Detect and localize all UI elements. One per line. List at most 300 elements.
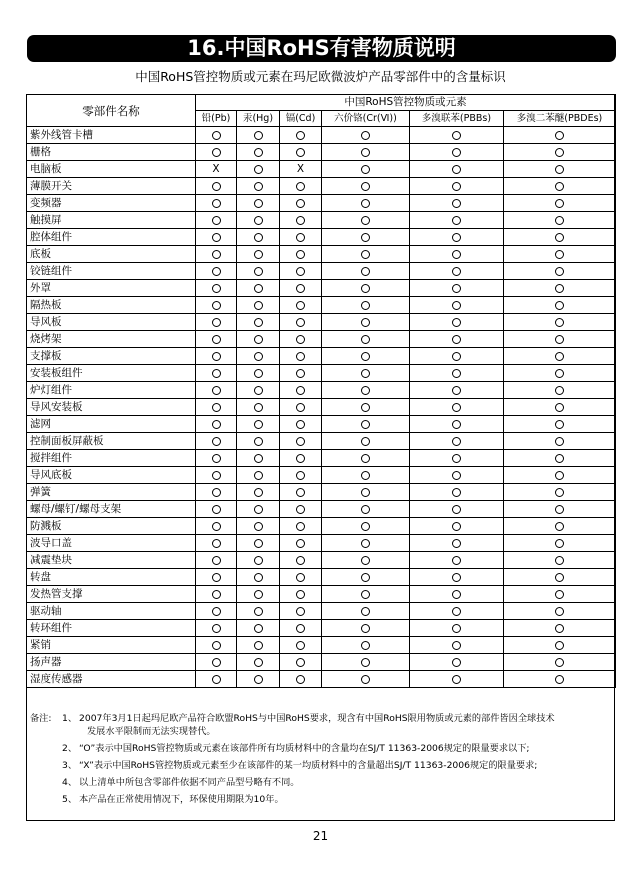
circle-mark-icon bbox=[296, 148, 305, 157]
notes-lead: 备注: bbox=[30, 713, 52, 724]
mark-cell bbox=[196, 586, 237, 603]
circle-mark-icon bbox=[212, 233, 221, 242]
mark-cell bbox=[280, 484, 322, 501]
mark-cell bbox=[196, 518, 237, 535]
circle-mark-icon bbox=[555, 250, 564, 259]
mark-cell bbox=[280, 314, 322, 331]
circle-mark-icon bbox=[296, 624, 305, 633]
table-row bbox=[27, 314, 616, 331]
part-name-cell: 波导口盖 bbox=[27, 535, 196, 552]
mark-cell bbox=[504, 586, 616, 603]
mark-cell bbox=[322, 314, 410, 331]
circle-mark-icon bbox=[296, 488, 305, 497]
circle-mark-icon bbox=[254, 420, 263, 429]
part-name-cell: 变频器 bbox=[27, 195, 196, 212]
circle-mark-icon bbox=[452, 199, 461, 208]
circle-mark-icon bbox=[361, 199, 370, 208]
mark-cell bbox=[196, 331, 237, 348]
mark-cell bbox=[196, 195, 237, 212]
circle-mark-icon bbox=[296, 216, 305, 225]
note-text: “X”表示中国RoHS管控物质或元素至少在该部件的某一均质材料中的含量超出SJ/T 11363-2006规定的限量要求; bbox=[79, 760, 538, 771]
substance-header: 汞(Hg) bbox=[237, 111, 280, 127]
mark-cell bbox=[504, 518, 616, 535]
mark-cell bbox=[237, 637, 280, 654]
table-row bbox=[27, 484, 616, 501]
mark-cell bbox=[280, 637, 322, 654]
mark-cell bbox=[504, 246, 616, 263]
table-row bbox=[27, 637, 616, 654]
circle-mark-icon bbox=[212, 437, 221, 446]
table-row bbox=[27, 365, 616, 382]
circle-mark-icon bbox=[254, 641, 263, 650]
mark-cell bbox=[280, 467, 322, 484]
mark-cell bbox=[280, 212, 322, 229]
table-row bbox=[27, 450, 616, 467]
mark-cell bbox=[237, 382, 280, 399]
circle-mark-icon bbox=[212, 471, 221, 480]
mark-cell bbox=[410, 654, 504, 671]
mark-cell bbox=[322, 263, 410, 280]
mark-cell bbox=[504, 501, 616, 518]
part-name-cell: 搅拌组件 bbox=[27, 450, 196, 467]
mark-cell bbox=[237, 195, 280, 212]
circle-mark-icon bbox=[296, 675, 305, 684]
circle-mark-icon bbox=[254, 590, 263, 599]
mark-cell bbox=[410, 144, 504, 161]
circle-mark-icon bbox=[254, 488, 263, 497]
mark-cell bbox=[237, 586, 280, 603]
mark-cell bbox=[280, 246, 322, 263]
mark-cell bbox=[504, 382, 616, 399]
mark-cell bbox=[280, 586, 322, 603]
part-name-cell: 栅格 bbox=[27, 144, 196, 161]
part-name-cell: 外罩 bbox=[27, 280, 196, 297]
circle-mark-icon bbox=[452, 267, 461, 276]
note-number: 2、 bbox=[62, 743, 78, 754]
circle-mark-icon bbox=[296, 403, 305, 412]
circle-mark-icon bbox=[555, 369, 564, 378]
circle-mark-icon bbox=[296, 233, 305, 242]
circle-mark-icon bbox=[361, 403, 370, 412]
part-name-cell: 铰链组件 bbox=[27, 263, 196, 280]
mark-cell bbox=[504, 552, 616, 569]
part-name-cell: 隔热板 bbox=[27, 297, 196, 314]
mark-cell bbox=[322, 467, 410, 484]
mark-cell bbox=[237, 484, 280, 501]
table-row bbox=[27, 535, 616, 552]
circle-mark-icon bbox=[296, 556, 305, 565]
circle-mark-icon bbox=[296, 131, 305, 140]
x-mark: X bbox=[212, 163, 220, 175]
part-name-cell: 导风板 bbox=[27, 314, 196, 331]
circle-mark-icon bbox=[361, 216, 370, 225]
circle-mark-icon bbox=[555, 522, 564, 531]
mark-cell bbox=[322, 450, 410, 467]
mark-cell bbox=[280, 280, 322, 297]
part-name-cell: 防溅板 bbox=[27, 518, 196, 535]
mark-cell bbox=[410, 433, 504, 450]
circle-mark-icon bbox=[296, 420, 305, 429]
mark-cell bbox=[322, 399, 410, 416]
mark-cell bbox=[410, 297, 504, 314]
substance-header: 多溴联苯(PBBs) bbox=[410, 111, 504, 127]
mark-cell bbox=[410, 331, 504, 348]
mark-cell bbox=[410, 280, 504, 297]
mark-cell bbox=[322, 586, 410, 603]
part-name-cell: 安装板组件 bbox=[27, 365, 196, 382]
mark-cell bbox=[237, 433, 280, 450]
circle-mark-icon bbox=[361, 505, 370, 514]
circle-mark-icon bbox=[254, 454, 263, 463]
circle-mark-icon bbox=[254, 369, 263, 378]
circle-mark-icon bbox=[212, 369, 221, 378]
circle-mark-icon bbox=[452, 556, 461, 565]
part-name-cell: 转盘 bbox=[27, 569, 196, 586]
table-row bbox=[27, 127, 616, 144]
mark-cell bbox=[410, 263, 504, 280]
mark-cell bbox=[504, 297, 616, 314]
substance-header: 多溴二苯醚(PBDEs) bbox=[504, 111, 616, 127]
note-row-2 bbox=[26, 742, 615, 759]
part-name-cell: 转环组件 bbox=[27, 620, 196, 637]
mark-cell bbox=[196, 382, 237, 399]
circle-mark-icon bbox=[555, 590, 564, 599]
mark-cell bbox=[322, 229, 410, 246]
mark-cell bbox=[410, 348, 504, 365]
circle-mark-icon bbox=[361, 165, 370, 174]
circle-mark-icon bbox=[555, 182, 564, 191]
mark-cell bbox=[280, 144, 322, 161]
circle-mark-icon bbox=[296, 352, 305, 361]
mark-cell bbox=[410, 382, 504, 399]
mark-cell bbox=[280, 535, 322, 552]
table-row bbox=[27, 246, 616, 263]
part-name-cell: 支撑板 bbox=[27, 348, 196, 365]
circle-mark-icon bbox=[555, 216, 564, 225]
circle-mark-icon bbox=[555, 539, 564, 548]
mark-cell bbox=[504, 348, 616, 365]
mark-cell bbox=[410, 450, 504, 467]
circle-mark-icon bbox=[555, 658, 564, 667]
table-row bbox=[27, 399, 616, 416]
mark-cell bbox=[410, 484, 504, 501]
mark-cell bbox=[196, 467, 237, 484]
part-name-cell: 减震垫块 bbox=[27, 552, 196, 569]
mark-cell bbox=[196, 280, 237, 297]
mark-cell bbox=[196, 484, 237, 501]
circle-mark-icon bbox=[361, 318, 370, 327]
circle-mark-icon bbox=[361, 250, 370, 259]
circle-mark-icon bbox=[555, 233, 564, 242]
mark-cell bbox=[280, 365, 322, 382]
circle-mark-icon bbox=[452, 318, 461, 327]
circle-mark-icon bbox=[555, 318, 564, 327]
mark-cell bbox=[237, 671, 280, 688]
circle-mark-icon bbox=[254, 335, 263, 344]
mark-cell bbox=[280, 501, 322, 518]
mark-cell bbox=[280, 127, 322, 144]
circle-mark-icon bbox=[212, 352, 221, 361]
table-caption: 中国RoHS管控物质或元素在玛尼欧微波炉产品零部件中的含量标识 bbox=[135, 69, 506, 84]
circle-mark-icon bbox=[212, 335, 221, 344]
part-name-cell: 弹簧 bbox=[27, 484, 196, 501]
circle-mark-icon bbox=[254, 165, 263, 174]
circle-mark-icon bbox=[452, 607, 461, 616]
circle-mark-icon bbox=[296, 301, 305, 310]
circle-mark-icon bbox=[212, 386, 221, 395]
circle-mark-icon bbox=[254, 607, 263, 616]
mark-cell bbox=[504, 229, 616, 246]
mark-cell bbox=[237, 620, 280, 637]
note-continuation: 发展水平限制而无法实现替代。 bbox=[87, 726, 216, 737]
circle-mark-icon bbox=[212, 318, 221, 327]
table-row bbox=[27, 433, 616, 450]
mark-cell bbox=[196, 246, 237, 263]
mark-cell bbox=[237, 416, 280, 433]
mark-cell bbox=[196, 501, 237, 518]
circle-mark-icon bbox=[555, 165, 564, 174]
mark-cell bbox=[237, 603, 280, 620]
circle-mark-icon bbox=[296, 590, 305, 599]
circle-mark-icon bbox=[452, 335, 461, 344]
mark-cell bbox=[280, 450, 322, 467]
circle-mark-icon bbox=[254, 318, 263, 327]
circle-mark-icon bbox=[555, 199, 564, 208]
notes-section bbox=[26, 712, 615, 810]
circle-mark-icon bbox=[452, 403, 461, 412]
circle-mark-icon bbox=[254, 675, 263, 684]
mark-cell bbox=[237, 569, 280, 586]
mark-cell bbox=[280, 297, 322, 314]
note-row-4 bbox=[26, 776, 615, 793]
circle-mark-icon bbox=[361, 301, 370, 310]
mark-cell bbox=[280, 195, 322, 212]
mark-cell bbox=[280, 569, 322, 586]
mark-cell bbox=[504, 416, 616, 433]
mark-cell bbox=[322, 195, 410, 212]
mark-cell bbox=[280, 263, 322, 280]
part-name-cell: 控制面板屏蔽板 bbox=[27, 433, 196, 450]
mark-cell bbox=[322, 382, 410, 399]
circle-mark-icon bbox=[212, 624, 221, 633]
mark-cell bbox=[237, 518, 280, 535]
circle-mark-icon bbox=[555, 556, 564, 565]
circle-mark-icon bbox=[452, 369, 461, 378]
circle-mark-icon bbox=[452, 352, 461, 361]
substances-group-header: 中国RoHS管控物质或元素 bbox=[196, 95, 616, 111]
circle-mark-icon bbox=[212, 573, 221, 582]
circle-mark-icon bbox=[452, 590, 461, 599]
circle-mark-icon bbox=[254, 573, 263, 582]
mark-cell bbox=[322, 535, 410, 552]
circle-mark-icon bbox=[555, 573, 564, 582]
circle-mark-icon bbox=[361, 607, 370, 616]
mark-cell bbox=[280, 229, 322, 246]
mark-cell bbox=[237, 144, 280, 161]
mark-cell bbox=[322, 161, 410, 178]
circle-mark-icon bbox=[212, 641, 221, 650]
mark-cell bbox=[196, 161, 237, 178]
mark-cell bbox=[410, 535, 504, 552]
mark-cell bbox=[410, 620, 504, 637]
mark-cell bbox=[280, 552, 322, 569]
mark-cell bbox=[410, 416, 504, 433]
circle-mark-icon bbox=[452, 539, 461, 548]
note-text: 本产品在正常使用情况下，环保使用期限为10年。 bbox=[79, 794, 284, 805]
substance-header: 铅(Pb) bbox=[196, 111, 237, 127]
circle-mark-icon bbox=[555, 488, 564, 497]
circle-mark-icon bbox=[254, 233, 263, 242]
mark-cell bbox=[410, 314, 504, 331]
mark-cell bbox=[237, 229, 280, 246]
circle-mark-icon bbox=[452, 284, 461, 293]
circle-mark-icon bbox=[452, 216, 461, 225]
mark-cell bbox=[237, 467, 280, 484]
mark-cell bbox=[410, 501, 504, 518]
circle-mark-icon bbox=[452, 573, 461, 582]
mark-cell bbox=[196, 314, 237, 331]
table-row bbox=[27, 348, 616, 365]
circle-mark-icon bbox=[212, 539, 221, 548]
circle-mark-icon bbox=[212, 420, 221, 429]
note-row-5 bbox=[26, 793, 615, 810]
table-row bbox=[27, 654, 616, 671]
mark-cell bbox=[237, 280, 280, 297]
circle-mark-icon bbox=[555, 267, 564, 276]
table-row bbox=[27, 229, 616, 246]
mark-cell bbox=[280, 603, 322, 620]
circle-mark-icon bbox=[212, 658, 221, 667]
section-title-banner: 16.中国RoHS有害物质说明 bbox=[27, 35, 616, 62]
circle-mark-icon bbox=[361, 386, 370, 395]
circle-mark-icon bbox=[361, 624, 370, 633]
mark-cell bbox=[280, 348, 322, 365]
mark-cell bbox=[504, 161, 616, 178]
circle-mark-icon bbox=[555, 148, 564, 157]
mark-cell bbox=[196, 178, 237, 195]
circle-mark-icon bbox=[254, 148, 263, 157]
mark-cell bbox=[322, 127, 410, 144]
circle-mark-icon bbox=[361, 658, 370, 667]
mark-cell bbox=[237, 501, 280, 518]
circle-mark-icon bbox=[452, 641, 461, 650]
circle-mark-icon bbox=[361, 675, 370, 684]
mark-cell bbox=[196, 569, 237, 586]
circle-mark-icon bbox=[212, 403, 221, 412]
circle-mark-icon bbox=[361, 267, 370, 276]
mark-cell bbox=[280, 331, 322, 348]
mark-cell bbox=[322, 212, 410, 229]
mark-cell bbox=[322, 501, 410, 518]
mark-cell bbox=[237, 450, 280, 467]
mark-cell bbox=[504, 433, 616, 450]
part-name-cell: 湿度传感器 bbox=[27, 671, 196, 688]
mark-cell bbox=[504, 144, 616, 161]
table-row bbox=[27, 331, 616, 348]
table-row bbox=[27, 569, 616, 586]
circle-mark-icon bbox=[555, 471, 564, 480]
note-row-1 bbox=[26, 712, 615, 725]
circle-mark-icon bbox=[555, 301, 564, 310]
circle-mark-icon bbox=[254, 505, 263, 514]
circle-mark-icon bbox=[452, 182, 461, 191]
circle-mark-icon bbox=[212, 590, 221, 599]
mark-cell bbox=[504, 569, 616, 586]
circle-mark-icon bbox=[212, 607, 221, 616]
table-row bbox=[27, 212, 616, 229]
table-row bbox=[27, 501, 616, 518]
part-name-cell: 炉灯组件 bbox=[27, 382, 196, 399]
circle-mark-icon bbox=[212, 216, 221, 225]
mark-cell bbox=[504, 399, 616, 416]
mark-cell bbox=[410, 603, 504, 620]
part-name-cell: 触摸屏 bbox=[27, 212, 196, 229]
circle-mark-icon bbox=[296, 369, 305, 378]
circle-mark-icon bbox=[452, 301, 461, 310]
note-number: 4、 bbox=[62, 777, 78, 788]
circle-mark-icon bbox=[212, 182, 221, 191]
table-row bbox=[27, 144, 616, 161]
circle-mark-icon bbox=[555, 607, 564, 616]
circle-mark-icon bbox=[254, 403, 263, 412]
circle-mark-icon bbox=[361, 522, 370, 531]
circle-mark-icon bbox=[361, 556, 370, 565]
mark-cell bbox=[237, 178, 280, 195]
circle-mark-icon bbox=[361, 182, 370, 191]
table-row bbox=[27, 280, 616, 297]
mark-cell bbox=[410, 212, 504, 229]
mark-cell bbox=[410, 586, 504, 603]
mark-cell bbox=[410, 178, 504, 195]
mark-cell bbox=[196, 671, 237, 688]
circle-mark-icon bbox=[212, 301, 221, 310]
circle-mark-icon bbox=[254, 658, 263, 667]
table-row bbox=[27, 620, 616, 637]
circle-mark-icon bbox=[452, 522, 461, 531]
mark-cell bbox=[196, 399, 237, 416]
circle-mark-icon bbox=[361, 148, 370, 157]
substance-header: 六价铬(Cr(Ⅵ)) bbox=[322, 111, 410, 127]
circle-mark-icon bbox=[296, 335, 305, 344]
part-name-cell: 底板 bbox=[27, 246, 196, 263]
mark-cell bbox=[504, 535, 616, 552]
table-row bbox=[27, 518, 616, 535]
mark-cell bbox=[280, 416, 322, 433]
mark-cell bbox=[410, 246, 504, 263]
circle-mark-icon bbox=[361, 471, 370, 480]
mark-cell bbox=[504, 212, 616, 229]
mark-cell bbox=[410, 229, 504, 246]
mark-cell bbox=[410, 195, 504, 212]
circle-mark-icon bbox=[555, 454, 564, 463]
mark-cell bbox=[196, 654, 237, 671]
mark-cell bbox=[410, 467, 504, 484]
mark-cell bbox=[196, 433, 237, 450]
circle-mark-icon bbox=[254, 437, 263, 446]
circle-mark-icon bbox=[452, 505, 461, 514]
mark-cell bbox=[322, 569, 410, 586]
mark-cell bbox=[504, 671, 616, 688]
note-number: 5、 bbox=[62, 794, 78, 805]
mark-cell bbox=[322, 331, 410, 348]
circle-mark-icon bbox=[296, 607, 305, 616]
circle-mark-icon bbox=[555, 335, 564, 344]
circle-mark-icon bbox=[452, 148, 461, 157]
circle-mark-icon bbox=[452, 471, 461, 480]
page-number: 21 bbox=[312, 829, 329, 843]
circle-mark-icon bbox=[296, 454, 305, 463]
mark-cell bbox=[504, 178, 616, 195]
